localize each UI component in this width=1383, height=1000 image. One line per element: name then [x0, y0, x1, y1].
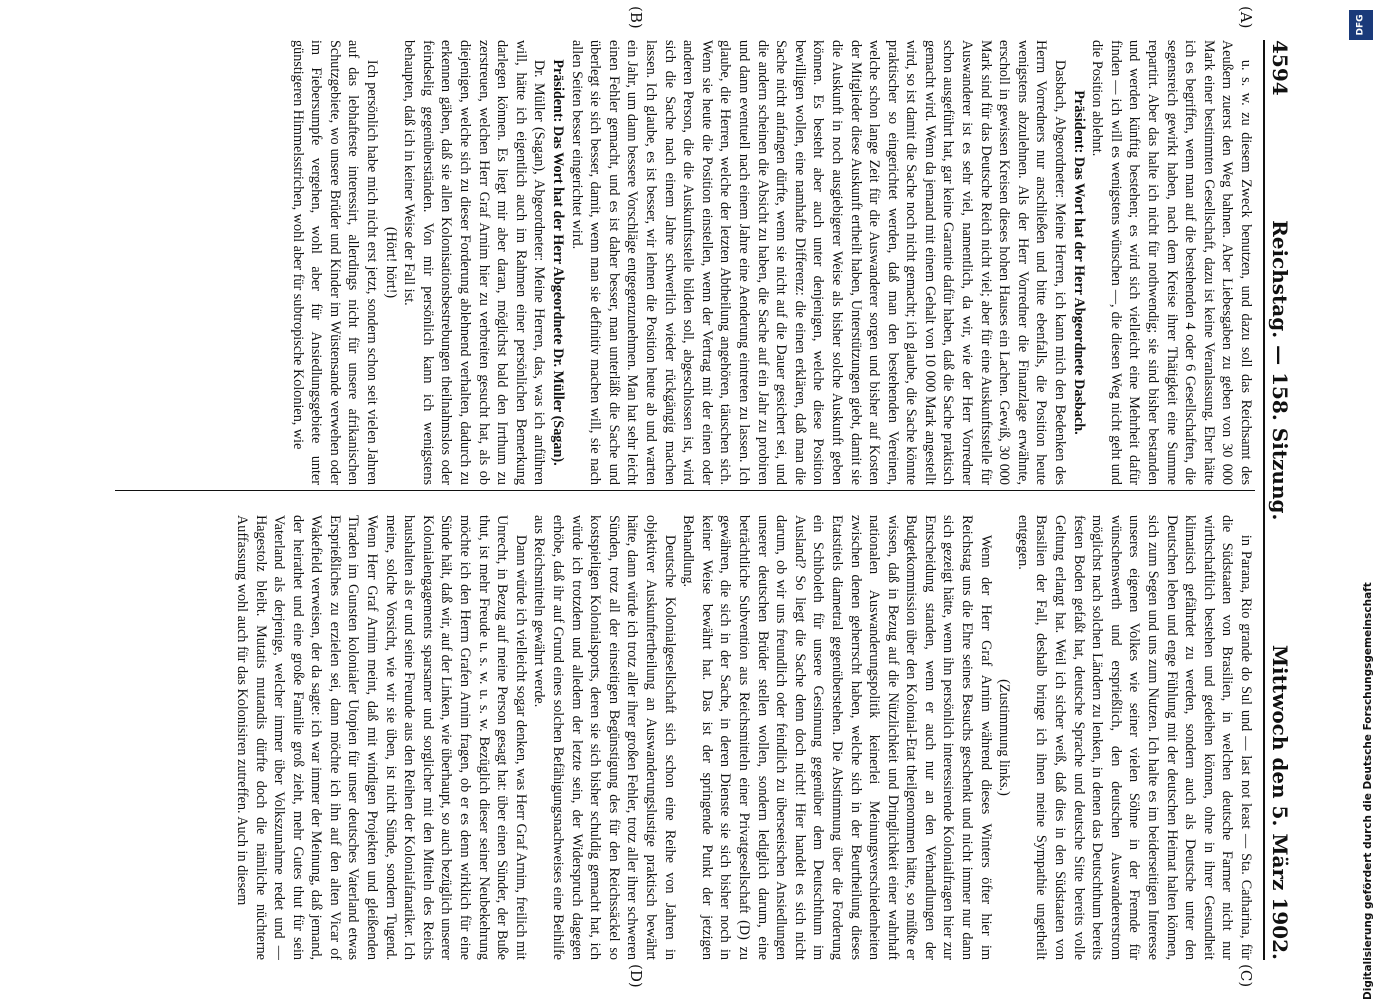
digitization-note	[1348, 10, 1376, 1000]
paragraph: u. s. w. zu diesem Zweck benutzen, und dazu soll das Reichsamt des Aeußern zuerst den Weg bahnen. Aber Liebesgaben zu geben von 30 000 Mark einer bestimmten Gesellschaft, dazu ist keine Veranlassung. Eher hätte ich es begriffen, wenn man auf die bestehenden 4 oder 6 Gesellschaften, die segensreich gewirkt haben, nach dem Kreise ihrer Thätigkeit eine Summe repartirt. Aber das halte ich nicht für nothwendig; sie sind bisher bestanden und werden künftig bestehen; es wird sich vielleicht eine Mehrheit dafür finden — ich will es wenigstens wünschen —, die diesen Weg nicht geht und die Position ablehnt.	[1089, 40, 1254, 485]
margin-marker-d: (D)	[627, 964, 645, 988]
interjection: (Hört! hört!)	[382, 226, 399, 299]
right-column	[110, 515, 1255, 960]
margin-marker-c: (C)	[1237, 964, 1255, 988]
margin-marker-b: (B)	[627, 6, 645, 29]
speaker-line: Präsident: Das Wort hat der Herr Abgeordnete Dasbach.	[1070, 90, 1087, 435]
paragraph: Wenn der Herr Graf Arnim während dieses Winters öfter hier im Reichstag uns die Ehre seines Besuchs geschenkt und nicht immer nur dann sich gezeigt hätte, wenn ihn persönlich interessirende Kolonialfragen hier zur Entscheidung standen, wenn er auch nur an den Verhandlungen der Budgetkommission über den Kolonial-Etat theilgenommen hätte, so müßte er wissen, daß in Bezug auf die Nützlichkeit und Dringlichkeit einer wahrhaft nationalen Auswanderungspolitik keinerlei Meinungsverschiedenheiten zwischen denen geherrscht haben, welche sich in der Beurtheilung dieses Etatstitels diametral gegenüberstehen. Die Abstimmung über die Forderung ein Schiboleth für unsere Gesinnung gegenüber dem Deutschthum im Ausland? So liegt die Sache denn doch nicht! Hier handelt es sich nicht darum, ob wir uns freundlich oder feindlich zu überseeischen Ansiedlungen unserer deutschen Brüder stellen wollen, sondern lediglich darum, eine beträchtliche Subvention aus Reichsmitteln einer Privatgesellschaft (D) zu gewähren, die sich in der Sache, in deren Dienste sie sich bisher noch in keiner Weise bewährt hat. Das ist der springende Punkt der jetzigen Behandlung.	[680, 515, 994, 960]
page-number: 4594	[1268, 40, 1292, 96]
paragraph: Deutsche Kolonialgesellschaft sich schon eine Reihe von Jahren in objektiver Auskunftertheilung an Auswanderungslustige praktisch bewährt hätte, dann würde ich trotz aller ihrer großen Fehler, trotz aller ihrer schweren Sünden, trotz all der einseitigen Begünstigung des für den Reichssäckel so kostspieligen Kolonialsports, deren sie sich bisher schuldig gemacht hat, ich würde ich trotzdem und alledem der letzte sein, der Widerspruch dagegen erhöbe, daß ihr auf Grund eines solchen Befähigungsnachweises eine Beihilfe aus Reichsmitteln gewährt werde.	[531, 515, 678, 960]
session-date: Mittwoch den 5. März 1902.	[1268, 644, 1292, 960]
page-header	[1267, 40, 1293, 960]
paragraph: in Parana, Rio grande do Sul und — last not least — Sta. Catharina, für die Südstaaten von Brasilien, in welchen deutsche Farmer nicht nur wirthschaftlich bestehen und gedeihen können, ohne in ihrer Gesundheit klimatisch gefährdet zu werden, sondern auch als Deutsche unter den Deutschen leben und enge Fühlung mit der deutschen Heimat halten können, sich zum Segen und uns zum Nutzen. Ich halte es im beiderseitigen Interesse unseres eigenen Volkes wie seiner vielen Söhne in der Fremde für wünschenswerth und ersprießlich, den deutschen Auswandererstrom möglichst nach solchen Ländern zu lenken, in denen das Deutschthum bereits festen Boden gefaßt hat, deutsche Sprache und deutsche Sitte bereits volle Geltung erlangt hat. Weil ich sicher weiß, daß dies in den Südstaaten von Brasilien der Fall, deshalb bringe ich ihnen meine Sympathie ungetheilt entgegen.	[1014, 515, 1254, 960]
paragraph: Ich persönlich habe mich nicht erst jetzt, sondern schon seit vielen Jahren auf das lebhafteste interessirt, allerdings nicht für unsere afrikanischen Schutzgebiete, wo unsere Brüder und Kinder im Wüstensande verwehen oder im Fiebersumpfe vergehen, wohl aber für Ansiedlungsgebiete unter günstigeren Himmelsstrichen, wohl aber für subtropische Kolonien, wie	[289, 40, 381, 485]
paragraph: Dann würde ich vielleicht sogar denken, was Herr Graf Arnim, freilich mit Unrecht, in Bezug auf meine Person gesagt hat: über einen Sünder, der Buße thut, ist mehr Freude u. s. w. u. s. w. Bezüglich dieser seiner Neubekehrung möchte ich den Herrn Grafen Arnim fragen, ob er es denn wirklich für eine Sünde hält, daß wir, auf der Linken, wie überhaupt, so auch bezüglich unserer Kolonialengagements sparsamer und sorglicher mit den Mitteln des Reichs haushalten als er und seine Freunde aus den Reihen der Kolonialfanatiker. Ich meine, solche Vorsicht, wie wir sie üben, ist nicht Sünde, sondern Tugend. Wenn Herr Graf Arnim meint, daß mit windigen Projekten und gleißenden Tiraden im Gunsten kolonialer Utopien für unser deutsches Vaterland etwas Ersprießliches zu erzielen sei, dann möchte ich ihn auf den alten Vicar of Wakefield verweisen, der da sagte: ich war immer der Meinung, daß jemand, der heirathet und eine große Familie groß zieht, mehr Gutes thut für sein Vaterland als derjenige, welcher immer über Volkszunahme redet und — Hagestolz bleibt. Mutatis mutandis dürfte doch die nämliche nüchterne Auffassung wohl auch für das Kolonisiren zutreffen. Auch in diesem	[233, 515, 529, 960]
column-divider	[115, 490, 1255, 491]
paragraph: Dasbach, Abgeordneter: Meine Herren, ich kann mich den Bedenken des Herrn Vorredners nur anschließen und bitte ebenfalls, die Position heute wenigstens abzulehnen. Als der Herr Vorredner die Finanzlage erwähnte, erscholl in gewissen Kreisen dieses hohen Hauses ein Lachen. Gewiß, 30 000 Mark sind für das Deutsche Reich nicht viel; aber für eine Auskunftsstelle für Auswanderer ist es sehr viel, namentlich, da wir, wie der Herr Vorredner schon ausgeführt hat, gar keine Garantie dafür haben, daß die Sache praktisch gemacht wird. Wenn da jemand mit einem Gehalt von 10 000 Mark angestellt wird, so ist damit die Sache noch nicht gemacht; ich glaube, die Sache könnte praktischer so eingerichtet werden, daß man den bestehenden Vereinen, welche schon lange Zeit für die Auswanderer sorgen und bisher auf Kosten der Mitglieder diese Auskunft ertheilt haben, Unterstützungen giebt, damit sie die Auskunft in noch ausgiebigerer Weise als bisher solche Auskunft geben können. Es besteht aber auch unter denjenigen, welche diese Position bewilligen wollen, eine namhafte Differenz: die einen erklären, daß man die Sache nicht anfangen dürfte, wenn sie nicht auf die Dauer gesichert sei, und die andern scheinen die Absicht zu haben, die Sache auf ein Jahr zu probiren und dann eventuell nach einem Jahre eine Aenderung eintreten zu lassen. Ich glaube, die Herren, welche der letzten Abtheilung angehören, täuschen sich. Wenn sie heute die Position einstellen, wenn der Vertrag mit der einen oder anderen Person, die die Auskunftsstelle bilden soll, abgeschlossen ist, wird sich die Sache nach einem Jahre schwerlich wieder rückgängig machen lassen. Ich glaube, es ist besser, wir lehnen die Position heute ab und warten ein Jahr, um dann bessere Vorschläge entgegenzunehmen. Man hat sehr leicht einen Fehler gemacht, und es ist daher besser, man unterläßt die Sache und überlegt sie sich besser, damit, wenn man sie definitiv machen will, sie nach allen Seiten besser eingerichtet wird.	[568, 40, 1069, 485]
dfg-logo: DFG	[1349, 10, 1373, 40]
rotated-page	[75, 0, 1335, 1000]
paragraph: Dr. Müller (Sagan), Abgeordneter: Meine Herren, das, was ich anführen will, hätte ich eigentlich auch im Rahmen einer persönlichen Bemerkung darlegen können. Es liegt mir aber daran, möglichst bald den Irrthum zu zerstreuen, welchen Herr Graf Arnim hier zu verbreiten gesucht hat, als ob diejenigen, welche sich zu dieser Forderung ablehnend verhalten, dadurch zu erkennen gäben, daß sie allen Kolonisationsbestrebungen theilnahmslos oder feindselig gegenüberständen. Von mir persönlich kann ich wenigstens behaupten, daß ich in keiner Weise der Fall ist.	[401, 40, 548, 485]
digitization-note-text: Digitalisierung gefördert durch die Deutsche Forschungsgemeinschaft	[1362, 582, 1374, 1000]
session-title: Reichstag. — 158. Sitzung.	[1268, 220, 1292, 521]
speaker-line: Präsident: Das Wort hat der Herr Abgeordnete Dr. Müller (Sagan).	[550, 59, 567, 466]
margin-marker-a: (A)	[1237, 6, 1255, 29]
header-rule	[1263, 40, 1265, 960]
interjection: (Zustimmung links.)	[996, 679, 1013, 796]
left-column	[110, 40, 1255, 485]
